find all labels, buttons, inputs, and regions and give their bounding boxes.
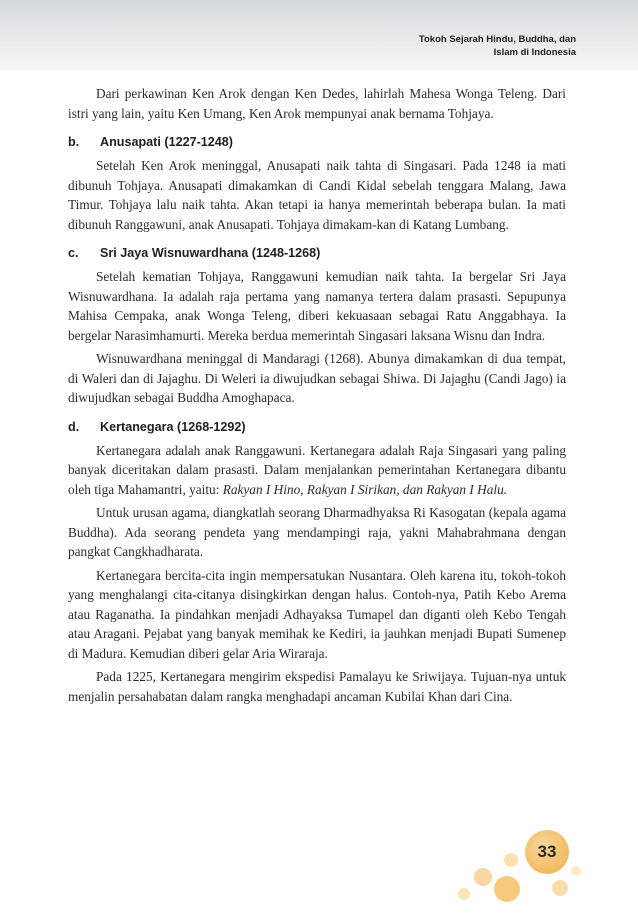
decor-dot-2 — [474, 868, 492, 886]
running-header — [316, 33, 576, 59]
section-d-paragraph-1 — [68, 441, 566, 500]
section-b-paragraph-1: Setelah Ken Arok meninggal, Anusapati naik tahta di Singasari. Pada 1248 ia mati dibunuh Tohjaya. Anusapati dimakamkan di Candi Kidal sebelah tenggara Malang, Jawa Timur. Tohjaya lalu naik tahta. Akan tetapi ia hanya memerintah beberapa bulan. Ia mati dibunuh Ranggawuni, anak Anusapati. Tohjaya dimakam-kan di Katang Lumbang. — [68, 158, 566, 232]
page-content — [68, 84, 566, 710]
section-b-letter: b. — [68, 135, 80, 149]
decor-dot-6 — [571, 866, 581, 876]
section-d-paragraph-1-text: Kertanegara adalah anak Ranggawuni. Kertanegara adalah Raja Singasari yang paling banyak diceritakan dalam prasasti. Dalam menjalankan pemerintahan Kertanegara dibantu oleh tiga Mahamantri, yaitu: — [68, 442, 566, 497]
decor-dot-4 — [504, 853, 518, 867]
page-number: 33 — [537, 842, 557, 861]
running-header-line-1: Tokoh Sejarah Hindu, Buddha, dan — [418, 34, 576, 45]
section-d-letter: d. — [68, 419, 80, 434]
decor-dot-3 — [494, 876, 520, 902]
section-c-heading — [68, 244, 566, 262]
section-c-title: Sri Jaya Wisnuwardhana (1248-1268) — [100, 246, 321, 260]
section-d-paragraph-2: Untuk urusan agama, diangkatlah seorang Dharmadhyaksa Ri Kasogatan (kepala agama Buddha). Ada seorang pendeta yang mendampingi raja, yakni Mahabrahmana dengan pangkat Cangkhadharata. — [68, 505, 566, 559]
page-number-badge — [525, 830, 569, 874]
running-header-line-2: Islam di Indonesia — [493, 47, 576, 58]
section-d-heading — [68, 418, 566, 436]
section-b-heading — [68, 133, 566, 151]
section-d-title: Kertanegara (1268-1292) — [100, 419, 246, 434]
section-d-paragraph-4: Pada 1225, Kertanegara mengirim ekspedisi Pamalayu ke Sriwijaya. Tujuan-nya untuk menjalin persahabatan dalam rangka menghadapi ancaman Kubilai Khan dari Cina. — [68, 669, 566, 704]
decor-dot-1 — [458, 888, 470, 900]
section-c-paragraph-1: Setelah kematian Tohjaya, Ranggawuni kemudian naik tahta. Ia bergelar Sri Jaya Wisnuwardhana. Ia adalah raja pertama yang namanya tertera dalam prasasti. Sepupunya Mahisa Cempaka, anak Wonga Teleng, diberi kekuasaan sebagai Ratu Anggabhaya. Ia bergelar Narasimhamurti. Mereka berdua memerintah Singasari laksana Wisnu dan Indra. — [68, 269, 566, 343]
section-b-title: Anusapati (1227-1248) — [100, 135, 233, 149]
intro-paragraph: Dari perkawinan Ken Arok dengan Ken Dedes, lahirlah Mahesa Wonga Teleng. Dari istri yang lain, yaitu Ken Umang, Ken Arok mempunyai anak bernama Tohjaya. — [68, 86, 566, 121]
section-c-letter: c. — [68, 246, 79, 260]
section-c-paragraph-2: Wisnuwardhana meninggal di Mandaragi (1268). Abunya dimakamkan di dua tempat, di Waleri dan di Jajaghu. Di Weleri ia diwujudkan sebagai Shiwa. Di Jajaghu (Candi Jago) ia diwujudkan sebagai Buddha Amoghapaca. — [68, 351, 566, 405]
decor-dot-5 — [552, 880, 568, 896]
mahamantri-names: Rakyan I Hino, Rakyan I Sirikan, dan Rakyan I Halu. — [222, 481, 508, 497]
section-d-paragraph-3: Kertanegara bercita-cita ingin mempersatukan Nusantara. Oleh karena itu, tokoh-tokoh yang menghalangi cita-citanya disingkirkan dengan halus. Contoh-nya, Patih Kebo Arema atau Raganatha. Ia pindahkan menjadi Adhayaksa Tumapel dan diganti oleh Kebo Tengah atau Aragani. Pejabat yang banyak memihak ke Kediri, ia jauhkan menjadi Bupati Sumenep di Madura. Kemudian diberi gelar Aria Wiraraja. — [68, 567, 566, 661]
